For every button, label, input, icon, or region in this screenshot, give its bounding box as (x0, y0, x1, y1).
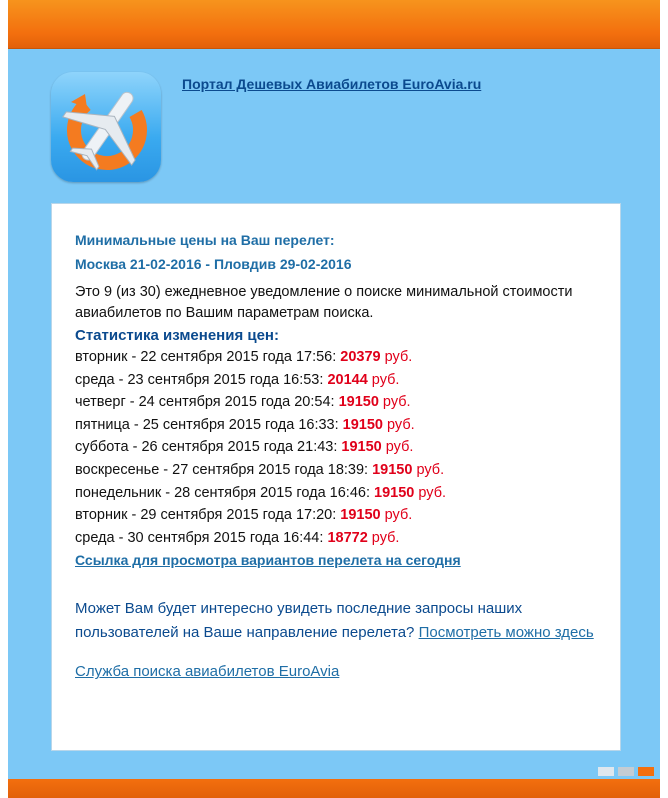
row-price: 19150 (374, 484, 415, 501)
more-text: Может Вам будет интересно увидеть последние запросы наших пользователей на Ваше направление перелета? (75, 600, 523, 642)
price-row (75, 504, 605, 527)
row-price: 20144 (327, 371, 368, 388)
email-frame (8, 0, 660, 798)
view-here-link[interactable]: Посмотреть можно здесь (418, 624, 594, 642)
row-currency: руб. (414, 484, 447, 501)
row-label: среда - 23 сентября 2015 года 16:53: (75, 371, 328, 388)
today-options-link[interactable]: Ссылка для просмотра вариантов перелета на сегодня (75, 552, 461, 569)
row-price: 20379 (340, 349, 381, 365)
row-currency: руб. (380, 349, 413, 365)
price-row (75, 346, 605, 369)
row-price: 19150 (342, 416, 383, 433)
indicator-dot[interactable] (598, 767, 614, 776)
row-currency: руб. (380, 507, 413, 524)
row-label: четверг - 24 сентября 2015 года 20:54: (75, 394, 339, 411)
row-currency: руб. (381, 439, 414, 456)
price-row (75, 414, 605, 437)
row-label: понедельник - 28 сентября 2015 года 16:46: (75, 484, 375, 501)
row-label: суббота - 26 сентября 2015 года 21:43: (75, 439, 342, 456)
portal-link[interactable]: Портал Дешевых Авиабилетов EuroAvia.ru (182, 76, 482, 92)
row-price: 19150 (338, 394, 379, 411)
row-price: 18772 (327, 529, 368, 546)
top-bar (8, 0, 660, 49)
title-line-1: Минимальные цены на Ваш перелет: (75, 232, 335, 248)
row-label: пятница - 25 сентября 2015 года 16:33: (75, 416, 343, 433)
indicator-dot[interactable] (618, 767, 634, 776)
price-row (75, 369, 605, 392)
service-link[interactable]: Служба поиска авиабилетов EuroAvia (75, 663, 340, 681)
price-row (75, 482, 605, 505)
price-row (75, 391, 605, 414)
content-card (51, 203, 621, 751)
bottom-bar (8, 779, 660, 798)
title-line-2: Москва 21-02-2016 - Пловдив 29-02-2016 (75, 256, 352, 272)
row-currency: руб. (367, 529, 400, 546)
row-price: 19150 (372, 461, 413, 478)
price-row (75, 527, 605, 550)
euroavia-logo[interactable] (51, 72, 161, 182)
price-row (75, 436, 605, 459)
row-label: вторник - 22 сентября 2015 года 17:56: (75, 349, 341, 365)
row-currency: руб. (367, 371, 400, 388)
row-currency: руб. (378, 394, 411, 411)
row-price: 19150 (340, 507, 381, 524)
row-label: среда - 30 сентября 2015 года 16:44: (75, 529, 328, 546)
row-label: вторник - 29 сентября 2015 года 17:20: (75, 507, 341, 524)
row-currency: руб. (383, 416, 415, 433)
intro-text: Это 9 (из 30) ежедневное уведомление о поиске минимальной стоимости авиабилетов по Вашим параметрам поиска. (75, 284, 573, 321)
row-price: 19150 (341, 439, 382, 456)
row-currency: руб. (412, 461, 445, 478)
price-row (75, 459, 605, 482)
stats-title: Статистика изменения цен: (75, 327, 279, 344)
recent-requests-text (75, 597, 605, 645)
airplane-icon (51, 72, 161, 182)
indicator-dot-active[interactable] (638, 767, 654, 776)
row-label: воскресенье - 27 сентября 2015 года 18:39: (75, 461, 373, 478)
